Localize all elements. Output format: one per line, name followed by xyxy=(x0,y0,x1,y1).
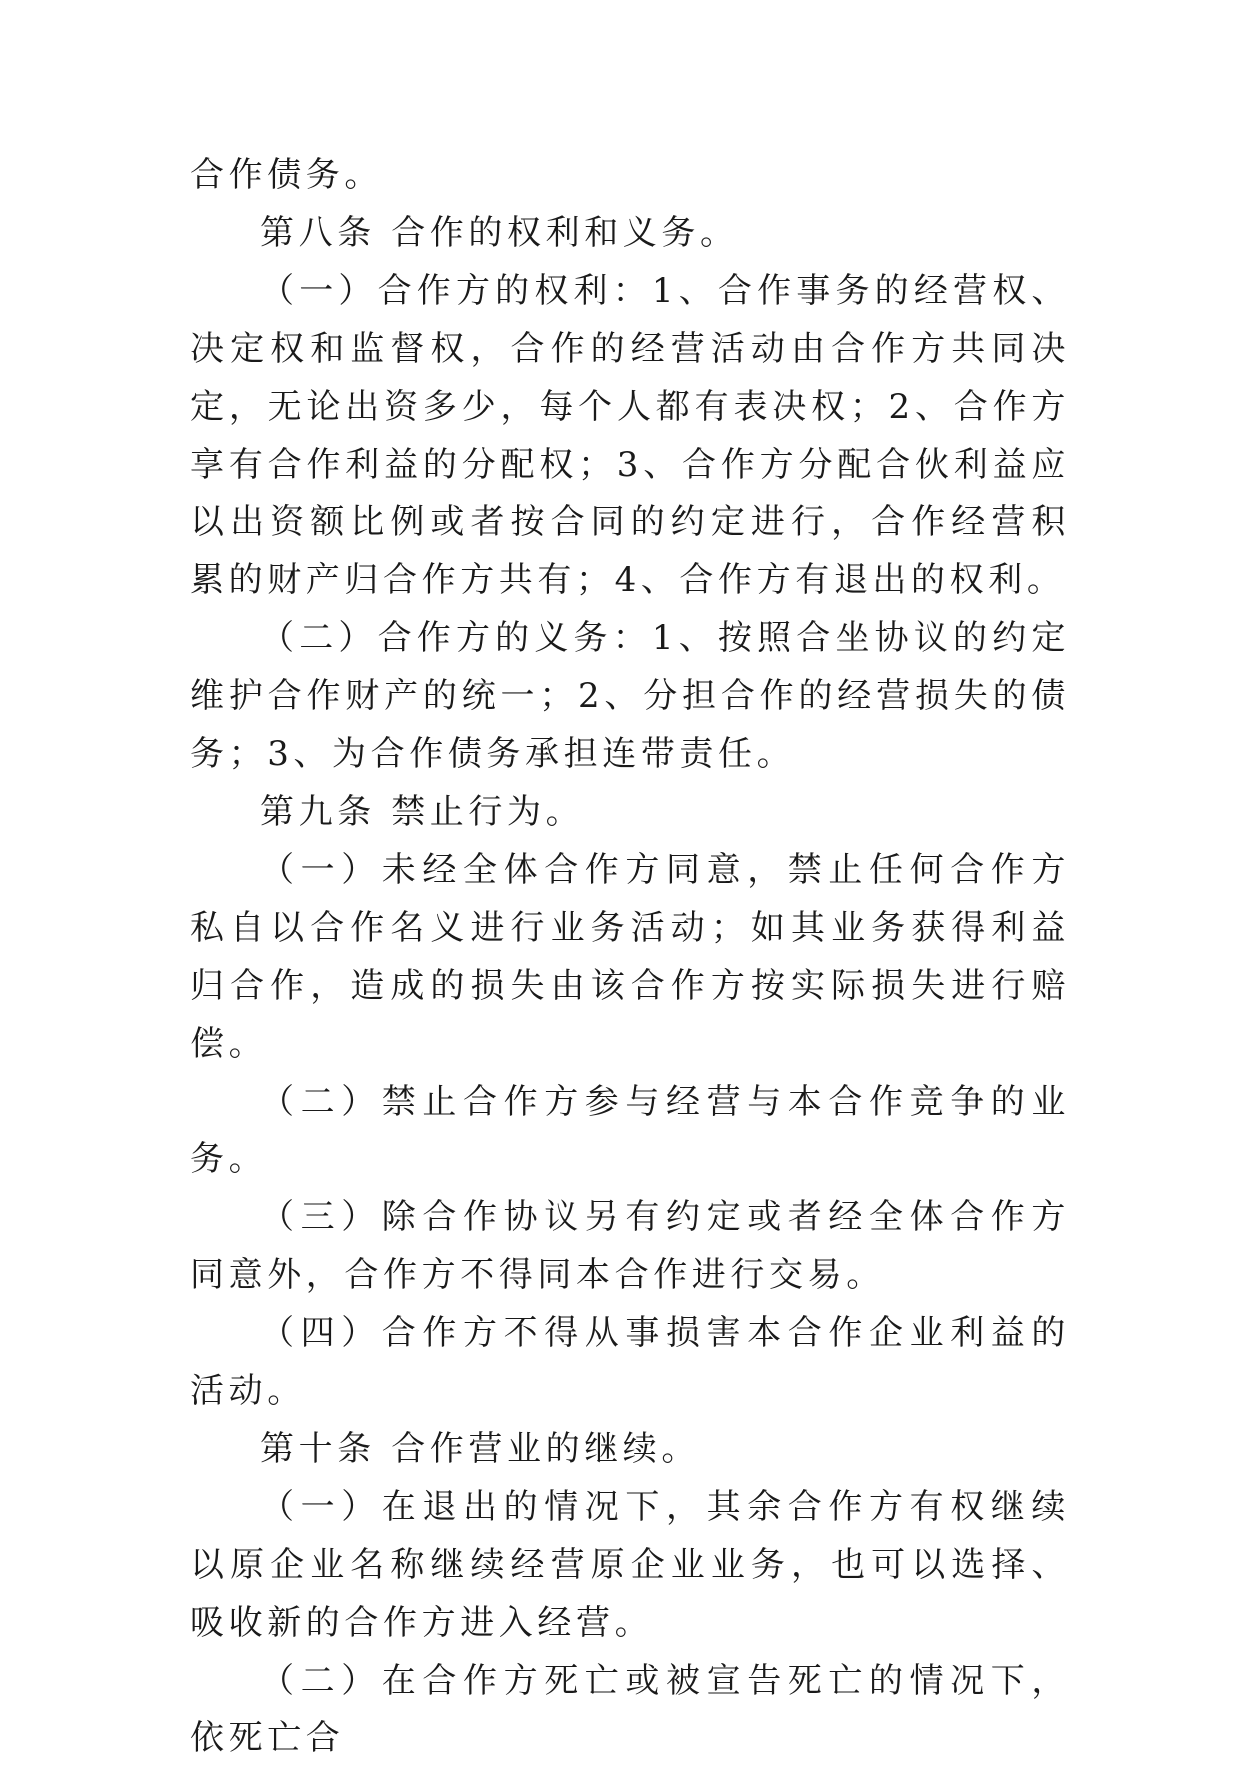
article-9-clause-3: （三）除合作协议另有约定或者经全体合作方同意外，合作方不得同本合作进行交易。 xyxy=(190,1197,1070,1296)
article-9-clause-2: （二）禁止合作方参与经营与本合作竞争的业务。 xyxy=(190,1081,1070,1180)
article-8-clause-2: （二）合作方的义务：1、按照合坐协议的约定维护合作财产的统一；2、分担合作的经营损失的债务；3、为合作债务承担连带责任。 xyxy=(190,618,1070,775)
article-10-clause-1: （一）在退出的情况下，其余合作方有权继续以原企业名称继续经营原企业业务，也可以选择、吸收新的合作方进入经营。 xyxy=(190,1486,1070,1643)
article-10-clause-2: （二）在合作方死亡或被宣告死亡的情况下，依死亡合 xyxy=(190,1660,1070,1759)
article-9-clause-1: （一）未经全体合作方同意，禁止任何合作方私自以合作名义进行业务活动；如其业务获得利益归合作，造成的损失由该合作方按实际损失进行赔偿。 xyxy=(190,849,1070,1064)
document-body xyxy=(190,147,1070,1768)
paragraph-continuation: 合作债务。 xyxy=(190,155,383,195)
article-8-clause-1: （一）合作方的权利：1、合作事务的经营权、决定权和监督权，合作的经营活动由合作方共同决定，无论出资多少，每个人都有表决权；2、合作方享有合作利益的分配权；3、合作方分配合伙利益应以出资额比例或者按合同的约定进行，合作经营积累的财产归合作方共有；4、合作方有退出的权利。 xyxy=(190,270,1070,601)
article-8-heading: 第八条 合作的权利和义务。 xyxy=(260,212,739,253)
article-9-clause-4: （四）合作方不得从事损害本合作企业利益的活动。 xyxy=(190,1313,1070,1412)
article-10-heading: 第十条 合作营业的继续。 xyxy=(260,1428,701,1469)
article-9-heading: 第九条 禁止行为。 xyxy=(260,791,585,832)
